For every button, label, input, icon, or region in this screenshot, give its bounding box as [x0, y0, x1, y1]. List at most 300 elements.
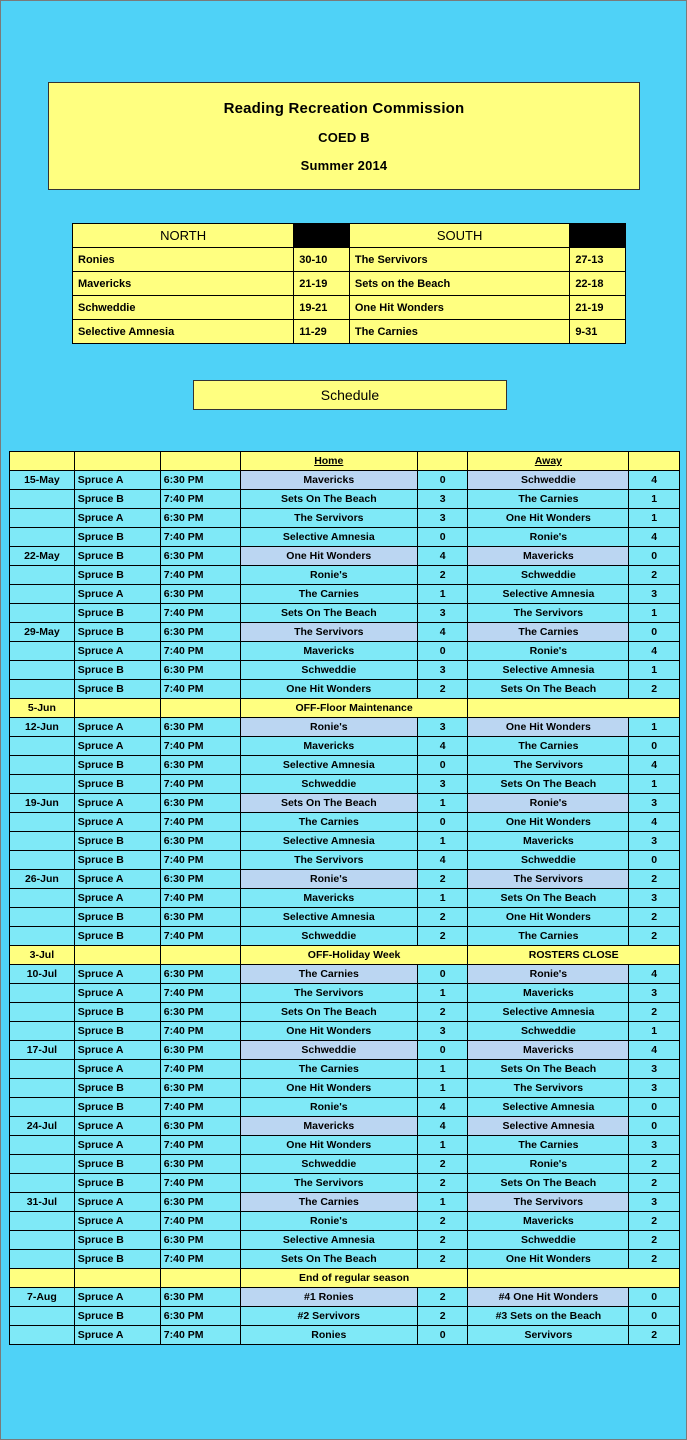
schedule-game-row	[10, 1307, 680, 1326]
away-team: One Hit Wonders	[468, 908, 629, 927]
schedule-game-row	[10, 1136, 680, 1155]
game-date	[10, 775, 75, 794]
away-score: 4	[629, 528, 680, 547]
schedule-game-row	[10, 1098, 680, 1117]
home-team: Ronies	[240, 1326, 417, 1345]
schedule-game-row	[10, 870, 680, 889]
game-date	[10, 756, 75, 775]
game-field: Spruce B	[74, 1174, 160, 1193]
game-time: 6:30 PM	[160, 1231, 240, 1250]
away-score: 3	[629, 984, 680, 1003]
away-team: The Carnies	[468, 490, 629, 509]
game-date: 31-Jul	[10, 1193, 75, 1212]
home-score: 0	[417, 756, 468, 775]
home-team: The Carnies	[240, 585, 417, 604]
home-score: 4	[417, 1117, 468, 1136]
south-team-name: The Servivors	[349, 248, 569, 272]
away-score: 0	[629, 737, 680, 756]
home-team: Ronie's	[240, 566, 417, 585]
schedule-table	[9, 451, 680, 1345]
schedule-game-row	[10, 756, 680, 775]
game-time: 7:40 PM	[160, 984, 240, 1003]
schedule-game-row	[10, 1212, 680, 1231]
home-team: The Carnies	[240, 1060, 417, 1079]
home-score: 4	[417, 1098, 468, 1117]
home-score: 2	[417, 870, 468, 889]
game-date	[10, 1326, 75, 1345]
schedule-note-row	[10, 946, 680, 965]
game-date	[10, 1212, 75, 1231]
schedule-game-row	[10, 604, 680, 623]
away-team: The Carnies	[468, 1136, 629, 1155]
game-time: 7:40 PM	[160, 813, 240, 832]
schedule-game-row	[10, 775, 680, 794]
game-date	[10, 1098, 75, 1117]
game-field: Spruce A	[74, 585, 160, 604]
away-score: 3	[629, 889, 680, 908]
game-date	[10, 680, 75, 699]
schedule-game-row	[10, 718, 680, 737]
schedule-game-row	[10, 642, 680, 661]
away-team: Ronie's	[468, 794, 629, 813]
game-date	[10, 528, 75, 547]
game-field: Spruce A	[74, 984, 160, 1003]
standings-row	[73, 320, 626, 344]
south-team-name: Sets on the Beach	[349, 272, 569, 296]
away-team: Sets On The Beach	[468, 775, 629, 794]
note-text-secondary: ROSTERS CLOSE	[468, 946, 680, 965]
away-team: Selective Amnesia	[468, 1117, 629, 1136]
home-team: The Carnies	[240, 813, 417, 832]
away-score: 4	[629, 642, 680, 661]
game-time: 6:30 PM	[160, 908, 240, 927]
game-date	[10, 1022, 75, 1041]
schedule-game-row	[10, 794, 680, 813]
home-score: 3	[417, 661, 468, 680]
home-score: 0	[417, 642, 468, 661]
game-time: 7:40 PM	[160, 566, 240, 585]
game-field: Spruce A	[74, 1060, 160, 1079]
away-team: Selective Amnesia	[468, 661, 629, 680]
home-score: 3	[417, 604, 468, 623]
away-score: 0	[629, 1307, 680, 1326]
game-date	[10, 889, 75, 908]
schedule-note-row	[10, 699, 680, 718]
game-date	[10, 604, 75, 623]
home-score: 3	[417, 509, 468, 528]
away-team: Mavericks	[468, 832, 629, 851]
schedule-game-row	[10, 813, 680, 832]
standings-row	[73, 272, 626, 296]
away-team: Schweddie	[468, 851, 629, 870]
header-date	[10, 452, 75, 471]
away-score: 3	[629, 1193, 680, 1212]
game-date: 29-May	[10, 623, 75, 642]
home-score: 3	[417, 1022, 468, 1041]
away-score: 0	[629, 1098, 680, 1117]
game-field: Spruce B	[74, 1098, 160, 1117]
away-score: 3	[629, 832, 680, 851]
north-team-name: Schweddie	[73, 296, 294, 320]
game-date	[10, 1060, 75, 1079]
schedule-game-row	[10, 1079, 680, 1098]
away-team: Ronie's	[468, 1155, 629, 1174]
away-team: Mavericks	[468, 547, 629, 566]
away-score: 1	[629, 509, 680, 528]
game-date	[10, 1155, 75, 1174]
away-team: Schweddie	[468, 471, 629, 490]
home-team: Mavericks	[240, 737, 417, 756]
home-team: The Carnies	[240, 965, 417, 984]
game-time: 6:30 PM	[160, 1003, 240, 1022]
away-score: 2	[629, 927, 680, 946]
home-score: 1	[417, 1060, 468, 1079]
game-field: Spruce A	[74, 794, 160, 813]
note-field	[74, 699, 160, 718]
home-team: Mavericks	[240, 642, 417, 661]
game-field: Spruce B	[74, 547, 160, 566]
away-team: Sets On The Beach	[468, 680, 629, 699]
away-score: 2	[629, 1174, 680, 1193]
schedule-note-row	[10, 1269, 680, 1288]
home-score: 2	[417, 908, 468, 927]
game-date	[10, 1136, 75, 1155]
away-team: One Hit Wonders	[468, 509, 629, 528]
schedule-game-row	[10, 1117, 680, 1136]
game-field: Spruce A	[74, 718, 160, 737]
home-score: 2	[417, 1155, 468, 1174]
game-field: Spruce A	[74, 889, 160, 908]
game-field: Spruce B	[74, 1250, 160, 1269]
north-team-record: 19-21	[294, 296, 350, 320]
game-time: 7:40 PM	[160, 680, 240, 699]
home-team: Sets On The Beach	[240, 1003, 417, 1022]
home-team: The Servivors	[240, 623, 417, 642]
away-score: 4	[629, 471, 680, 490]
game-field: Spruce A	[74, 1117, 160, 1136]
header-home: Home	[240, 452, 417, 471]
home-score: 2	[417, 1003, 468, 1022]
home-team: The Servivors	[240, 984, 417, 1003]
schedule-game-row	[10, 908, 680, 927]
schedule-game-row	[10, 490, 680, 509]
away-score: 2	[629, 680, 680, 699]
schedule-game-row	[10, 1041, 680, 1060]
note-time	[160, 1269, 240, 1288]
game-field: Spruce B	[74, 1307, 160, 1326]
home-team: Schweddie	[240, 661, 417, 680]
schedule-game-row	[10, 737, 680, 756]
note-date: 5-Jun	[10, 699, 75, 718]
game-date	[10, 490, 75, 509]
game-date: 7-Aug	[10, 1288, 75, 1307]
home-team: Selective Amnesia	[240, 908, 417, 927]
away-team: The Servivors	[468, 1193, 629, 1212]
header-away: Away	[468, 452, 629, 471]
away-score: 1	[629, 490, 680, 509]
game-date	[10, 737, 75, 756]
game-date	[10, 1079, 75, 1098]
away-team: The Servivors	[468, 870, 629, 889]
away-team: The Servivors	[468, 1079, 629, 1098]
game-field: Spruce A	[74, 1326, 160, 1345]
note-text: OFF-Holiday Week	[240, 946, 468, 965]
schedule-game-row	[10, 509, 680, 528]
schedule-game-row	[10, 1155, 680, 1174]
game-time: 6:30 PM	[160, 965, 240, 984]
schedule-game-row	[10, 965, 680, 984]
away-score: 2	[629, 1250, 680, 1269]
home-team: The Carnies	[240, 1193, 417, 1212]
note-time	[160, 699, 240, 718]
home-team: Selective Amnesia	[240, 832, 417, 851]
home-team: Schweddie	[240, 1155, 417, 1174]
game-time: 7:40 PM	[160, 490, 240, 509]
game-time: 6:30 PM	[160, 1155, 240, 1174]
home-team: Ronie's	[240, 718, 417, 737]
away-score: 3	[629, 585, 680, 604]
south-team-name: The Carnies	[349, 320, 569, 344]
schedule-game-row	[10, 851, 680, 870]
game-time: 7:40 PM	[160, 737, 240, 756]
game-field: Spruce B	[74, 1155, 160, 1174]
game-time: 7:40 PM	[160, 851, 240, 870]
game-field: Spruce A	[74, 509, 160, 528]
home-score: 0	[417, 471, 468, 490]
game-field: Spruce B	[74, 756, 160, 775]
schedule-game-row	[10, 1174, 680, 1193]
game-date	[10, 1003, 75, 1022]
game-field: Spruce A	[74, 1136, 160, 1155]
away-team: Schweddie	[468, 566, 629, 585]
home-team: Mavericks	[240, 1117, 417, 1136]
schedule-game-row	[10, 1003, 680, 1022]
away-score: 4	[629, 965, 680, 984]
away-score: 0	[629, 1117, 680, 1136]
south-team-record: 22-18	[570, 272, 626, 296]
note-date: 3-Jul	[10, 946, 75, 965]
note-text: OFF-Floor Maintenance	[240, 699, 468, 718]
away-team: Selective Amnesia	[468, 1003, 629, 1022]
south-team-record: 9-31	[570, 320, 626, 344]
game-time: 6:30 PM	[160, 1193, 240, 1212]
game-time: 7:40 PM	[160, 889, 240, 908]
game-date	[10, 908, 75, 927]
header-field	[74, 452, 160, 471]
schedule-heading: Schedule	[193, 380, 507, 410]
away-team: The Servivors	[468, 756, 629, 775]
schedule-game-row	[10, 1022, 680, 1041]
game-time: 6:30 PM	[160, 1041, 240, 1060]
away-team: Servivors	[468, 1326, 629, 1345]
game-field: Spruce B	[74, 927, 160, 946]
away-team: The Carnies	[468, 623, 629, 642]
away-score: 1	[629, 1022, 680, 1041]
away-team: #3 Sets on the Beach	[468, 1307, 629, 1326]
north-team-record: 30-10	[294, 248, 350, 272]
home-score: 1	[417, 1193, 468, 1212]
schedule-game-row	[10, 528, 680, 547]
north-team-name: Mavericks	[73, 272, 294, 296]
north-header: NORTH	[73, 224, 294, 248]
game-field: Spruce A	[74, 1193, 160, 1212]
game-time: 7:40 PM	[160, 927, 240, 946]
game-field: Spruce B	[74, 908, 160, 927]
standings-table	[72, 223, 626, 344]
game-time: 7:40 PM	[160, 1098, 240, 1117]
game-time: 7:40 PM	[160, 1060, 240, 1079]
home-score: 2	[417, 680, 468, 699]
game-date	[10, 661, 75, 680]
schedule-game-row	[10, 661, 680, 680]
home-team: One Hit Wonders	[240, 680, 417, 699]
away-team: Sets On The Beach	[468, 1060, 629, 1079]
south-team-name: One Hit Wonders	[349, 296, 569, 320]
game-time: 7:40 PM	[160, 1212, 240, 1231]
game-time: 7:40 PM	[160, 1250, 240, 1269]
home-team: #1 Ronies	[240, 1288, 417, 1307]
game-field: Spruce B	[74, 775, 160, 794]
away-score: 3	[629, 1079, 680, 1098]
game-field: Spruce A	[74, 1041, 160, 1060]
game-time: 7:40 PM	[160, 528, 240, 547]
game-date	[10, 585, 75, 604]
note-text: End of regular season	[240, 1269, 468, 1288]
home-score: 4	[417, 737, 468, 756]
home-score: 0	[417, 965, 468, 984]
away-team: Sets On The Beach	[468, 889, 629, 908]
home-team: Selective Amnesia	[240, 528, 417, 547]
game-time: 6:30 PM	[160, 1117, 240, 1136]
home-score: 2	[417, 927, 468, 946]
schedule-game-row	[10, 1231, 680, 1250]
league-title: Reading Recreation Commission	[223, 99, 465, 117]
schedule-game-row	[10, 623, 680, 642]
north-team-record: 21-19	[294, 272, 350, 296]
home-score: 0	[417, 1326, 468, 1345]
game-field: Spruce A	[74, 870, 160, 889]
game-field: Spruce B	[74, 661, 160, 680]
away-score: 4	[629, 756, 680, 775]
home-team: Ronie's	[240, 870, 417, 889]
home-team: Sets On The Beach	[240, 794, 417, 813]
game-time: 6:30 PM	[160, 832, 240, 851]
game-time: 7:40 PM	[160, 1136, 240, 1155]
schedule-game-row	[10, 547, 680, 566]
game-time: 6:30 PM	[160, 870, 240, 889]
game-date	[10, 984, 75, 1003]
game-time: 6:30 PM	[160, 718, 240, 737]
away-team: Sets On The Beach	[468, 1174, 629, 1193]
away-score: 2	[629, 908, 680, 927]
schedule-header-row	[10, 452, 680, 471]
game-date: 19-Jun	[10, 794, 75, 813]
away-score: 3	[629, 794, 680, 813]
home-score: 4	[417, 851, 468, 870]
schedule-game-row	[10, 832, 680, 851]
season-title: Summer 2014	[300, 157, 388, 173]
game-field: Spruce B	[74, 832, 160, 851]
schedule-game-row	[10, 585, 680, 604]
schedule-game-row	[10, 1326, 680, 1345]
game-time: 6:30 PM	[160, 471, 240, 490]
schedule-game-row	[10, 471, 680, 490]
home-score: 3	[417, 490, 468, 509]
away-score: 2	[629, 566, 680, 585]
north-header-spacer	[294, 224, 350, 248]
away-score: 4	[629, 1041, 680, 1060]
home-score: 0	[417, 528, 468, 547]
game-time: 6:30 PM	[160, 1288, 240, 1307]
note-field	[74, 946, 160, 965]
note-time	[160, 946, 240, 965]
game-date	[10, 813, 75, 832]
home-score: 2	[417, 1250, 468, 1269]
game-time: 6:30 PM	[160, 756, 240, 775]
home-team: Sets On The Beach	[240, 1250, 417, 1269]
title-block	[48, 82, 640, 190]
game-field: Spruce B	[74, 851, 160, 870]
game-time: 6:30 PM	[160, 1307, 240, 1326]
away-score: 4	[629, 813, 680, 832]
header-away-score	[629, 452, 680, 471]
away-score: 2	[629, 1003, 680, 1022]
home-team: #2 Servivors	[240, 1307, 417, 1326]
header-home-score	[417, 452, 468, 471]
away-score: 2	[629, 1155, 680, 1174]
game-date: 26-Jun	[10, 870, 75, 889]
away-score: 0	[629, 1288, 680, 1307]
note-text-secondary	[468, 1269, 680, 1288]
away-team: One Hit Wonders	[468, 718, 629, 737]
away-score: 2	[629, 1231, 680, 1250]
home-score: 3	[417, 775, 468, 794]
game-date	[10, 851, 75, 870]
game-field: Spruce A	[74, 1288, 160, 1307]
home-score: 4	[417, 547, 468, 566]
game-date: 17-Jul	[10, 1041, 75, 1060]
home-team: Schweddie	[240, 1041, 417, 1060]
game-field: Spruce B	[74, 604, 160, 623]
game-field: Spruce B	[74, 566, 160, 585]
game-date	[10, 642, 75, 661]
game-date	[10, 1231, 75, 1250]
game-time: 6:30 PM	[160, 547, 240, 566]
game-time: 7:40 PM	[160, 1174, 240, 1193]
away-team: Mavericks	[468, 984, 629, 1003]
away-team: Selective Amnesia	[468, 1098, 629, 1117]
away-score: 3	[629, 1136, 680, 1155]
away-team: Ronie's	[468, 965, 629, 984]
game-time: 7:40 PM	[160, 604, 240, 623]
standings-row	[73, 248, 626, 272]
home-score: 0	[417, 813, 468, 832]
game-date: 15-May	[10, 471, 75, 490]
standings-header-row	[73, 224, 626, 248]
away-team: Mavericks	[468, 1212, 629, 1231]
away-score: 3	[629, 1060, 680, 1079]
note-date	[10, 1269, 75, 1288]
home-team: The Servivors	[240, 851, 417, 870]
game-date	[10, 927, 75, 946]
away-team: The Carnies	[468, 737, 629, 756]
home-team: Schweddie	[240, 927, 417, 946]
schedule-game-row	[10, 1288, 680, 1307]
north-team-name: Selective Amnesia	[73, 320, 294, 344]
home-score: 2	[417, 566, 468, 585]
game-field: Spruce A	[74, 813, 160, 832]
game-time: 6:30 PM	[160, 623, 240, 642]
